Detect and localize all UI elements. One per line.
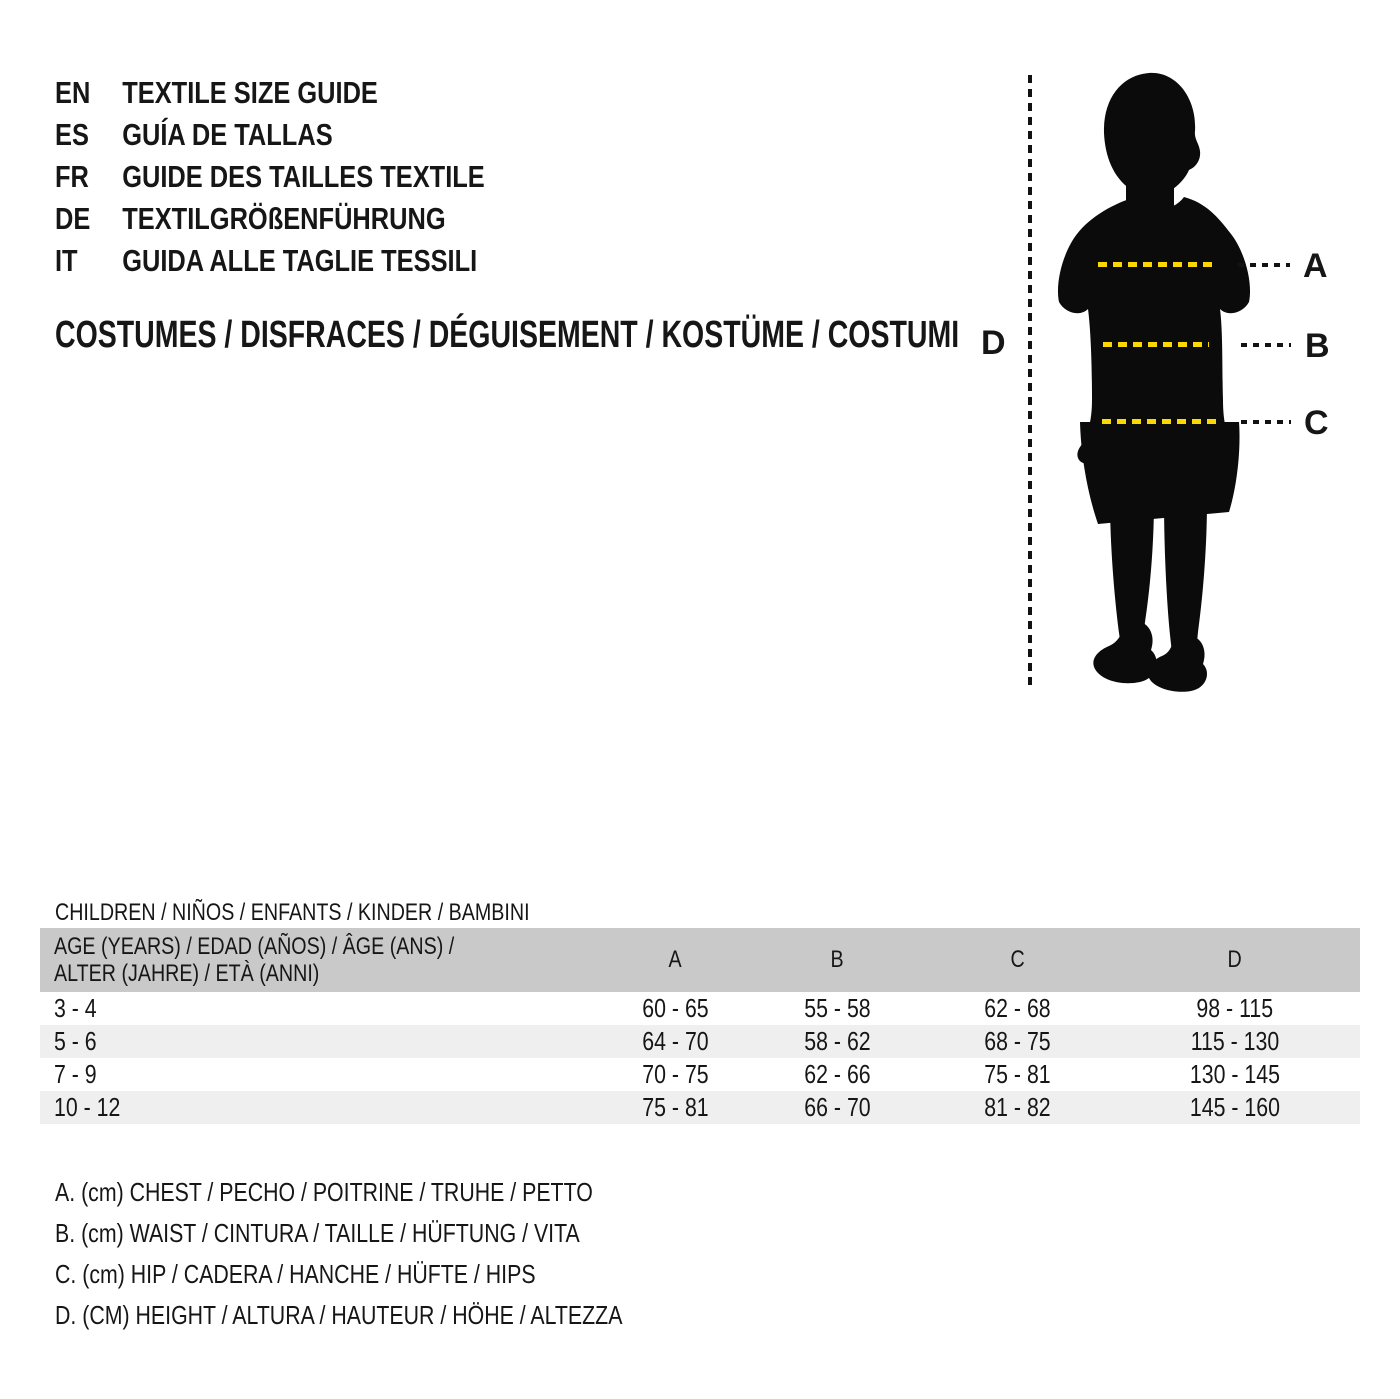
category-title: COSTUMES / DISFRACES / DÉGUISEMENT / KOSTÜME / COSTUMI <box>55 314 960 356</box>
legend-chest-text: A. (cm) CHEST / PECHO / POITRINE / TRUHE / PETTO <box>55 1177 593 1207</box>
legend-waist-text: B. (cm) WAIST / CINTURA / TAILLE / HÜFTUNG / VITA <box>55 1218 580 1248</box>
hip-measure-line <box>1102 419 1216 424</box>
chest-value: 64 - 70 <box>641 1026 709 1056</box>
age-cell <box>40 1092 600 1123</box>
language-label: GUÍA DE TALLAS <box>122 117 333 152</box>
legend-hip <box>55 1254 747 1295</box>
table-row <box>40 1025 1360 1058</box>
hip-cell <box>925 1026 1110 1057</box>
age-value: 5 - 6 <box>54 1026 97 1056</box>
waist-cell <box>750 1059 925 1090</box>
language-label: GUIDA ALLE TAGLIE TESSILI <box>122 243 478 278</box>
label-b: B <box>1305 327 1330 365</box>
waist-connector-line <box>1241 343 1291 347</box>
age-value: 10 - 12 <box>54 1092 121 1122</box>
table-section-title-text: CHILDREN / NIÑOS / ENFANTS / KINDER / BAMBINI <box>55 899 530 926</box>
language-code: FR <box>55 159 89 194</box>
age-header-line2: ALTER (JAHRE) / ETÀ (ANNI) <box>54 960 320 987</box>
hip-value: 75 - 81 <box>984 1059 1051 1089</box>
hip-cell <box>925 1059 1110 1090</box>
chest-cell <box>600 1092 750 1123</box>
age-value: 7 - 9 <box>54 1059 97 1089</box>
chest-value: 75 - 81 <box>641 1092 709 1122</box>
hip-cell <box>925 1092 1110 1123</box>
height-dashed-line <box>1028 75 1032 689</box>
column-header-d <box>1110 946 1360 974</box>
waist-cell <box>750 1026 925 1057</box>
legend-hip-text: C. (cm) HIP / CADERA / HANCHE / HÜFTE / HIPS <box>55 1259 536 1289</box>
age-value: 3 - 4 <box>54 993 97 1023</box>
legend-height-text: D. (CM) HEIGHT / ALTURA / HAUTEUR / HÖHE / ALTEZZA <box>55 1300 623 1330</box>
age-cell <box>40 993 600 1024</box>
column-header-b-text: B <box>830 946 845 973</box>
language-code: ES <box>55 117 89 152</box>
table-row <box>40 1058 1360 1091</box>
hip-cell <box>925 993 1110 1024</box>
hip-value: 62 - 68 <box>984 993 1051 1023</box>
label-c: C <box>1304 404 1329 442</box>
hip-value: 81 - 82 <box>984 1092 1051 1122</box>
chest-connector-line <box>1238 263 1290 267</box>
language-code: EN <box>55 75 91 110</box>
column-header-a <box>600 946 750 974</box>
table-header-row <box>40 928 1360 992</box>
column-header-d-text: D <box>1227 946 1243 973</box>
height-value: 130 - 145 <box>1189 1059 1281 1089</box>
waist-measure-line <box>1103 342 1209 347</box>
legend-waist <box>55 1213 747 1254</box>
column-header-b <box>750 946 925 974</box>
language-row-fr <box>55 156 485 198</box>
language-code: DE <box>55 201 91 236</box>
waist-cell <box>750 1092 925 1123</box>
chest-cell <box>600 1059 750 1090</box>
legend-chest <box>55 1172 747 1213</box>
table-row <box>40 992 1360 1025</box>
hip-value: 68 - 75 <box>984 1026 1051 1056</box>
chest-value: 60 - 65 <box>641 993 709 1023</box>
height-cell <box>1110 1092 1360 1123</box>
language-label: TEXTILGRÖßENFÜHRUNG <box>122 201 446 236</box>
language-row-en <box>55 72 485 114</box>
size-table <box>40 928 1360 1124</box>
child-silhouette-image <box>1050 70 1270 695</box>
height-value: 115 - 130 <box>1190 1026 1280 1056</box>
language-title-list <box>55 72 579 282</box>
waist-value: 62 - 66 <box>804 1059 871 1089</box>
height-value: 145 - 160 <box>1189 1092 1281 1122</box>
age-cell <box>40 1059 600 1090</box>
age-cell <box>40 1026 600 1057</box>
age-header-line1: AGE (YEARS) / EDAD (AÑOS) / ÂGE (ANS) / <box>54 933 455 960</box>
age-header-cell <box>40 933 600 987</box>
table-section-title <box>55 899 634 927</box>
hip-connector-line <box>1241 420 1291 424</box>
language-code: IT <box>55 243 78 278</box>
measurement-legend <box>55 1172 747 1336</box>
chest-cell <box>600 993 750 1024</box>
column-header-c <box>925 946 1110 974</box>
waist-value: 58 - 62 <box>804 1026 871 1056</box>
language-row-es <box>55 114 485 156</box>
height-value: 98 - 115 <box>1196 993 1274 1023</box>
language-row-it <box>55 240 485 282</box>
label-d: D <box>981 324 1006 362</box>
chest-value: 70 - 75 <box>641 1059 709 1089</box>
language-label: GUIDE DES TAILLES TEXTILE <box>122 159 485 194</box>
height-cell <box>1110 1059 1360 1090</box>
waist-value: 66 - 70 <box>804 1092 871 1122</box>
height-cell <box>1110 993 1360 1024</box>
column-header-c-text: C <box>1010 946 1025 973</box>
chest-measure-line <box>1098 262 1216 267</box>
chest-cell <box>600 1026 750 1057</box>
table-row <box>40 1091 1360 1124</box>
language-label: TEXTILE SIZE GUIDE <box>122 75 378 110</box>
label-a: A <box>1303 247 1328 285</box>
language-row-de <box>55 198 485 240</box>
column-header-a-text: A <box>668 946 682 973</box>
waist-cell <box>750 993 925 1024</box>
legend-height <box>55 1295 747 1336</box>
waist-value: 55 - 58 <box>804 993 871 1023</box>
height-cell <box>1110 1026 1360 1057</box>
